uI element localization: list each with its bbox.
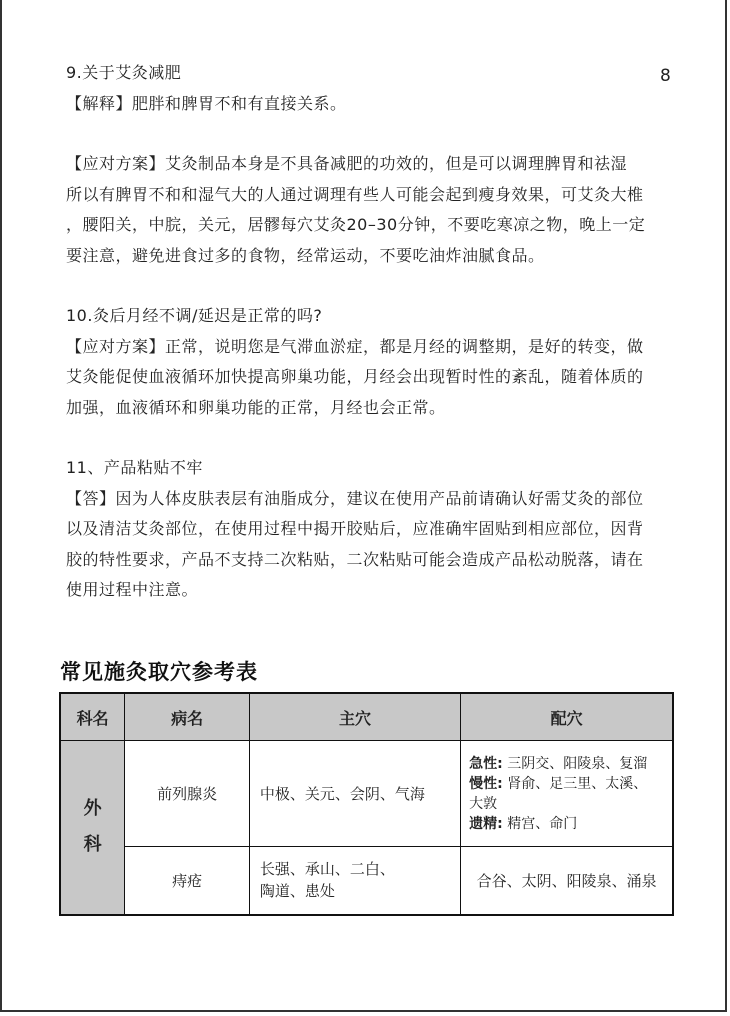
main-points-cell: 中极、关元、会阴、气海 <box>249 741 460 847</box>
header-category: 科名 <box>60 693 125 741</box>
sub-text: 大敦 <box>469 795 498 812</box>
paragraph-line: 【解释】肥胖和脾胃不和有直接关系。 <box>66 93 347 113</box>
faq-content <box>66 58 678 606</box>
table-title: 常见施灸取穴参考表 <box>60 660 258 684</box>
main-points-line: 陶道、患处 <box>259 882 335 901</box>
sub-text: 三阴交、阳陵泉、复溜 <box>507 755 648 772</box>
secondary-points-cell: 合谷、太阴、阳陵泉、涌泉 <box>461 847 673 915</box>
section-title: 10.灸后月经不调/延迟是正常的吗? <box>66 306 323 325</box>
table-row <box>60 847 673 915</box>
paragraph-line: 以及清洁艾灸部位，在使用过程中揭开胶贴后，应准确牢固贴到相应部位，因背 <box>66 519 644 538</box>
paragraph-line: ，腰阳关，中脘，关元，居髎每穴艾灸20–30分钟，不要吃寒凉之物，晚上一定 <box>66 215 646 234</box>
paragraph-line: 要注意，避免进食过多的食物，经常运动，不要吃油炸油腻食品。 <box>66 245 545 265</box>
category-cell <box>60 741 125 915</box>
disease-cell: 痔疮 <box>125 847 250 915</box>
paragraph-line: 艾灸能促使血液循环加快提高卵巢功能，月经会出现暂时性的紊乱，随着体质的 <box>66 367 644 386</box>
section-title: 9.关于艾灸减肥 <box>66 63 182 82</box>
category-char: 外 <box>83 798 102 820</box>
sub-label: 慢性: <box>469 775 503 792</box>
sub-label: 遗精: <box>469 815 503 832</box>
sub-label: 急性: <box>469 755 503 772</box>
paragraph-line: 使用过程中注意。 <box>66 580 199 599</box>
paragraph-line: 加强，血液循环和卵巢功能的正常，月经也会正常。 <box>66 397 446 417</box>
category-char: 科 <box>83 834 102 856</box>
main-points-line: 长强、承山、二白、 <box>259 860 395 879</box>
disease-cell: 前列腺炎 <box>125 741 250 847</box>
section-9 <box>66 58 678 271</box>
main-points-cell <box>249 847 460 915</box>
header-disease: 病名 <box>125 693 250 741</box>
paragraph-line: 【应对方案】正常，说明您是气滞血淤症，都是月经的调整期，是好的转变，做 <box>66 336 644 356</box>
sub-text: 肾俞、足三里、太溪、 <box>507 775 648 792</box>
section-11 <box>66 453 678 606</box>
page-number: 8 <box>660 66 671 86</box>
paragraph-line: 胶的特性要求，产品不支持二次粘贴，二次粘贴可能会造成产品松动脱落，请在 <box>66 549 644 569</box>
table-row <box>60 741 673 847</box>
header-main-points: 主穴 <box>249 693 460 741</box>
section-10 <box>66 301 678 423</box>
table-header-row <box>60 693 673 741</box>
sub-text: 精宫、命门 <box>507 815 578 832</box>
acupoint-reference-table <box>59 692 674 916</box>
section-title: 11、产品粘贴不牢 <box>66 458 203 477</box>
header-secondary-points: 配穴 <box>461 693 673 741</box>
secondary-points-cell <box>461 741 673 847</box>
paragraph-line: 【答】因为人体皮肤表层有油脂成分，建议在使用产品前请确认好需艾灸的部位 <box>66 488 644 508</box>
paragraph-line: 【应对方案】艾灸制品本身是不具备减肥的功效的，但是可以调理脾胃和祛湿 <box>66 154 628 173</box>
paragraph-line: 所以有脾胃不和和湿气大的人通过调理有些人可能会起到瘦身效果，可艾灸大椎 <box>66 184 644 204</box>
